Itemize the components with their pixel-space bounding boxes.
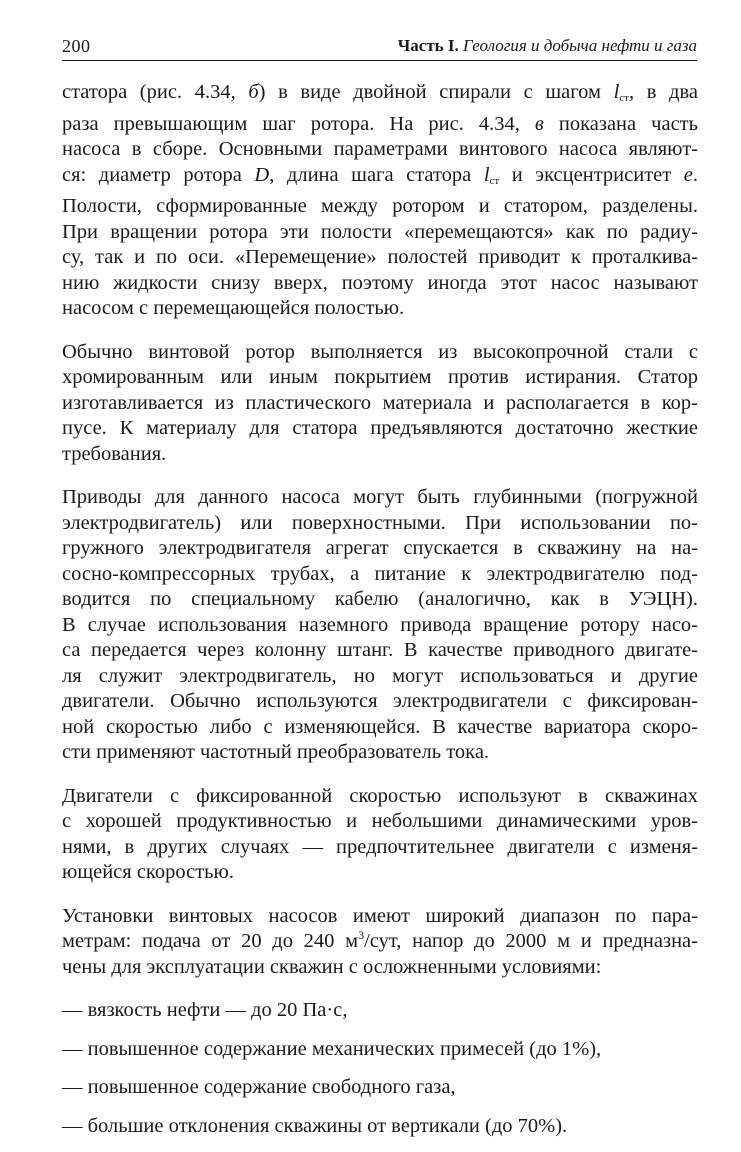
- text-line: сосно-компрессорных трубах, а питание к электродвигателю под-: [62, 562, 698, 585]
- text-line: двигатели. Обычно используются электродвигатели с фиксирован-: [62, 690, 698, 712]
- text-line: насосом с перемещающейся полостью.: [62, 297, 405, 319]
- text-line: ся: диаметр ротора D, длина шага статора $l_{ст}$ и эксцентриситет e.: [62, 163, 698, 187]
- list-item: — повышенное содержание свободного газа,: [62, 1076, 456, 1098]
- text-line: нию жидкости снизу вверх, поэтому иногда этот насос называют: [62, 271, 698, 294]
- conditions-list: [62, 998, 698, 1139]
- text-line: са передается через колонну штанг. В качестве приводного двигате-: [62, 639, 698, 661]
- paragraph: [62, 340, 698, 468]
- text-line: ющейся скоростью.: [62, 861, 234, 883]
- part-label: Часть I.: [397, 36, 459, 55]
- text-line: су, так и по оси. «Перемещение» полостей приводит к проталкива-: [62, 246, 698, 268]
- paragraph: [62, 784, 698, 886]
- chapter-title: Геология и добыча нефти и газа: [463, 36, 697, 55]
- text-line: хромированным или иным покрытием против истирания. Статор: [62, 366, 698, 388]
- list-item: — большие отклонения скважины от вертикали (до 70%).: [62, 1114, 568, 1137]
- text-line: Двигатели с фиксированной скоростью используют в скважинах: [62, 784, 698, 807]
- text-line: раза превышающим шаг ротора. На рис. 4.34, в показана часть: [62, 112, 698, 135]
- running-head: [398, 36, 697, 56]
- text-line: чены для эксплуатации скважин с осложненными условиями:: [62, 955, 602, 978]
- list-item: — вязкость нефти — до 20 Па·с,: [62, 999, 348, 1021]
- text-line: сти применяют частотный преобразователь тока.: [62, 741, 490, 763]
- text-line: метрам: подача от 20 до 240 $м^3$/сут, напор до 2000 м и предназна-: [62, 928, 698, 952]
- text-line: Полости, сформированные между ротором и статором, разделены.: [62, 195, 698, 217]
- text-line: Обычно винтовой ротор выполняется из высокопрочной стали с: [62, 340, 698, 363]
- body-text: [62, 80, 698, 1152]
- text-line: нями, в других случаях — предпочтительнее двигатели с изменя-: [62, 835, 698, 858]
- text-line: статора (рис. 4.34, б) в виде двойной спирали с шагом $l_{ст}$, в два: [62, 81, 698, 104]
- paragraph: [62, 80, 698, 322]
- text-line: водится по специальному кабелю (аналогично, как в УЭЦН).: [62, 588, 698, 610]
- text-line: При вращении ротора эти полости «перемещаются» как по радиу-: [62, 220, 698, 243]
- running-header: [62, 30, 697, 61]
- text-line: изготавливается из пластического материала и располагается в кор-: [62, 391, 698, 414]
- text-line: Установки винтовых насосов имеют широкий диапазон по пара-: [62, 904, 698, 927]
- text-line: пусе. К материалу для статора предъявляются достаточно жесткие: [62, 417, 698, 439]
- page-number: 200: [62, 36, 91, 56]
- text-line: ной скоростью либо с изменяющейся. В качестве вариатора скоро-: [62, 715, 698, 738]
- list-item: — повышенное содержание механических примесей (до 1%),: [62, 1037, 602, 1060]
- text-line: электродвигатель) или поверхностными. При использовании по-: [62, 511, 698, 534]
- paragraph: [62, 904, 698, 981]
- text-line: гружного электродвигателя агрегат спускается в скважину на на-: [62, 537, 698, 559]
- text-line: требования.: [62, 442, 167, 465]
- text-line: В случае использования наземного привода вращение ротору насо-: [62, 613, 698, 636]
- text-line: насоса в сборе. Основными параметрами винтового насоса являют-: [62, 138, 698, 160]
- text-line: ля служит электродвигатель, но могут использоваться и другие: [62, 664, 698, 687]
- paragraph: [62, 485, 698, 766]
- text-line: Приводы для данного насоса могут быть глубинными (погружной: [62, 486, 698, 508]
- text-line: с хорошей продуктивностью и небольшими динамическими уров-: [62, 810, 698, 832]
